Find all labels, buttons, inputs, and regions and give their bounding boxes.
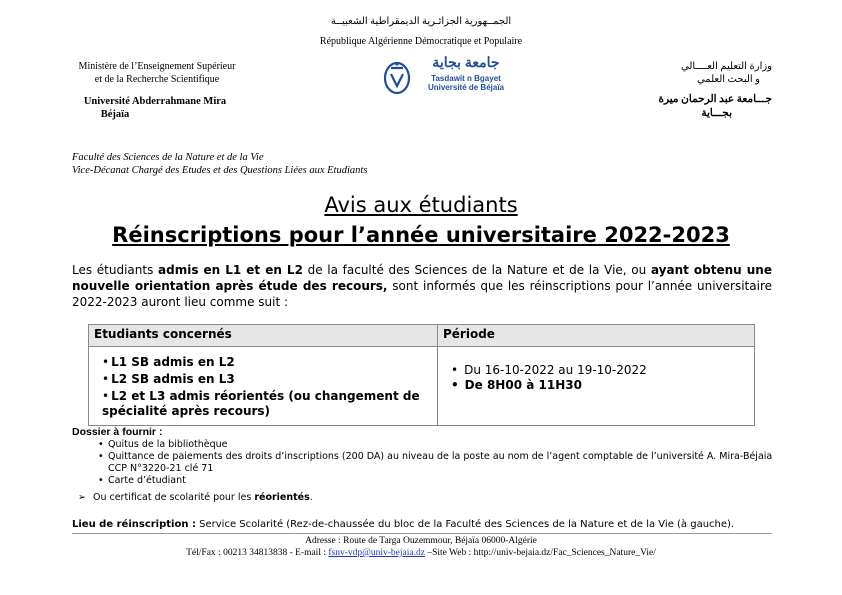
students-cell xyxy=(89,347,438,426)
dossier-item: Quitus de la bibliothèque xyxy=(108,439,228,450)
period-hours: De 8H00 à 11H30 xyxy=(464,378,582,392)
students-list xyxy=(94,355,432,419)
faculty-block xyxy=(72,151,367,177)
bullet-icon: • xyxy=(102,355,110,369)
bullet-icon: • xyxy=(98,451,104,462)
bullet-icon: • xyxy=(451,378,459,392)
dossier-item: Carte d’étudiant xyxy=(108,475,186,486)
arabic-republic-title: الجمــهورية الجزائـرية الديمقراطية الشعبيــة xyxy=(330,16,512,27)
intro-text-2: de la faculté des Sciences de la Nature et de la Vie, ou xyxy=(302,263,651,277)
dossier-label: Dossier à fournir : xyxy=(72,426,163,438)
period-dates: Du 16-10-2022 au 19-10-2022 xyxy=(464,363,647,377)
logo-line2: Université de Béjaïa xyxy=(427,83,505,92)
faculty-name: Faculté des Sciences de la Nature et de la Vie xyxy=(72,152,264,163)
extra-bold: réorientés xyxy=(254,492,310,503)
university-ar-line1: جـــامعة عبد الرحمان ميرة xyxy=(658,94,772,105)
ministry-ar xyxy=(600,60,772,86)
vice-deanship: Vice-Décanat Chargé des Etudes et des Questions Liées aux Etudiants xyxy=(72,165,368,176)
ministry-fr-line1: Ministère de l’Enseignement Supérieur xyxy=(78,61,236,72)
university-ar xyxy=(600,93,772,121)
reinscription-title: Réinscriptions pour l’année universitaire 2022-2023 xyxy=(112,223,730,247)
list-item xyxy=(102,355,432,370)
lieu-text: Service Scolarité (Rez-de-chaussée du bloc de la Faculté des Sciences de la Nature et de la Vie (à gauche). xyxy=(195,519,735,530)
footer-address: Adresse : Route de Targa Ouzemmour, Béjaïa 06000-Algérie xyxy=(305,536,537,546)
header-period: Période xyxy=(438,325,755,347)
university-logo xyxy=(382,56,522,96)
footer-divider xyxy=(72,533,772,534)
intro-text-1: Les étudiants xyxy=(72,263,159,277)
extra-text: Ou certificat de scolarité pour les xyxy=(92,492,255,503)
lieu-label: Lieu de réinscription : xyxy=(72,519,196,530)
logo-line1: Tasdawit n Bgayet xyxy=(431,74,501,83)
intro-text-3: sont informés que les réinscriptions pour l’année universitaire 2022-2023 auront lieu comme suit : xyxy=(72,279,773,309)
bullet-icon: • xyxy=(98,439,104,450)
list-item xyxy=(451,378,749,393)
university-fr-line2: Béjaïa xyxy=(100,109,130,120)
footer-site: –Site Web : http://univ-bejaia.dz/Fac_Sciences_Nature_Vie/ xyxy=(424,548,656,558)
intro-bold-2: ayant obtenu une nouvelle orientation après étude des recours, xyxy=(72,263,772,293)
student-group: L2 et L3 admis réorientés (ou changement de spécialité après recours) xyxy=(102,389,420,418)
student-group: L1 SB admis en L2 xyxy=(111,355,235,369)
university-ar-line2: بجـــاية xyxy=(701,108,732,119)
arrow-bullet-icon: ➢ xyxy=(78,492,86,503)
bullet-icon: • xyxy=(102,372,110,386)
header-students: Etudiants concernés xyxy=(89,325,438,347)
footer-contact xyxy=(0,548,842,558)
ministry-fr xyxy=(62,60,252,86)
intro-paragraph xyxy=(72,262,772,310)
list-item xyxy=(102,372,432,387)
student-group: L2 SB admis en L3 xyxy=(111,372,235,386)
intro-bold-1: admis en L1 et en L2 xyxy=(158,263,303,277)
bullet-icon: • xyxy=(451,363,459,377)
footer-tel: Tél/Fax : 00213 34813838 - E-mail : xyxy=(186,548,329,558)
notice-title: Avis aux étudiants xyxy=(324,193,518,217)
registration-place xyxy=(72,519,734,530)
table-row xyxy=(89,347,755,426)
dossier-extra xyxy=(78,492,313,503)
period-list xyxy=(443,363,749,393)
university-fr-line1: Université Abderrahmane Mira xyxy=(83,96,227,107)
list-item xyxy=(451,363,749,378)
bullet-icon: • xyxy=(102,389,110,403)
ministry-fr-line2: et de la Recherche Scientifique xyxy=(94,74,220,85)
email-link[interactable]: fsnv-vdp@univ-bejaia.dz xyxy=(328,548,425,558)
extra-suffix: . xyxy=(309,492,313,503)
ministry-ar-line1: وزارة التعليم العــــالي xyxy=(681,61,772,72)
list-item xyxy=(98,439,778,451)
dossier-item: Quittance de paiements des droits d’inscriptions (200 DA) au niveau de la poste au nom de l’agent comptable de l’université A. Mira-Béjaia CCP N°3220-21 clé 71 xyxy=(108,451,773,474)
list-item xyxy=(98,475,778,487)
schedule-table xyxy=(88,324,755,426)
dossier-list xyxy=(98,439,778,487)
list-item xyxy=(102,389,432,419)
university-fr xyxy=(55,95,255,121)
list-item xyxy=(98,451,778,475)
bullet-icon: • xyxy=(98,475,104,486)
period-cell xyxy=(438,347,755,426)
ministry-ar-line2: و البحث العلمي xyxy=(696,74,760,85)
table-header-row xyxy=(89,325,755,347)
french-republic-title: République Algérienne Démocratique et Populaire xyxy=(319,36,523,47)
logo-arabic: جامعة بجاية xyxy=(432,54,500,70)
